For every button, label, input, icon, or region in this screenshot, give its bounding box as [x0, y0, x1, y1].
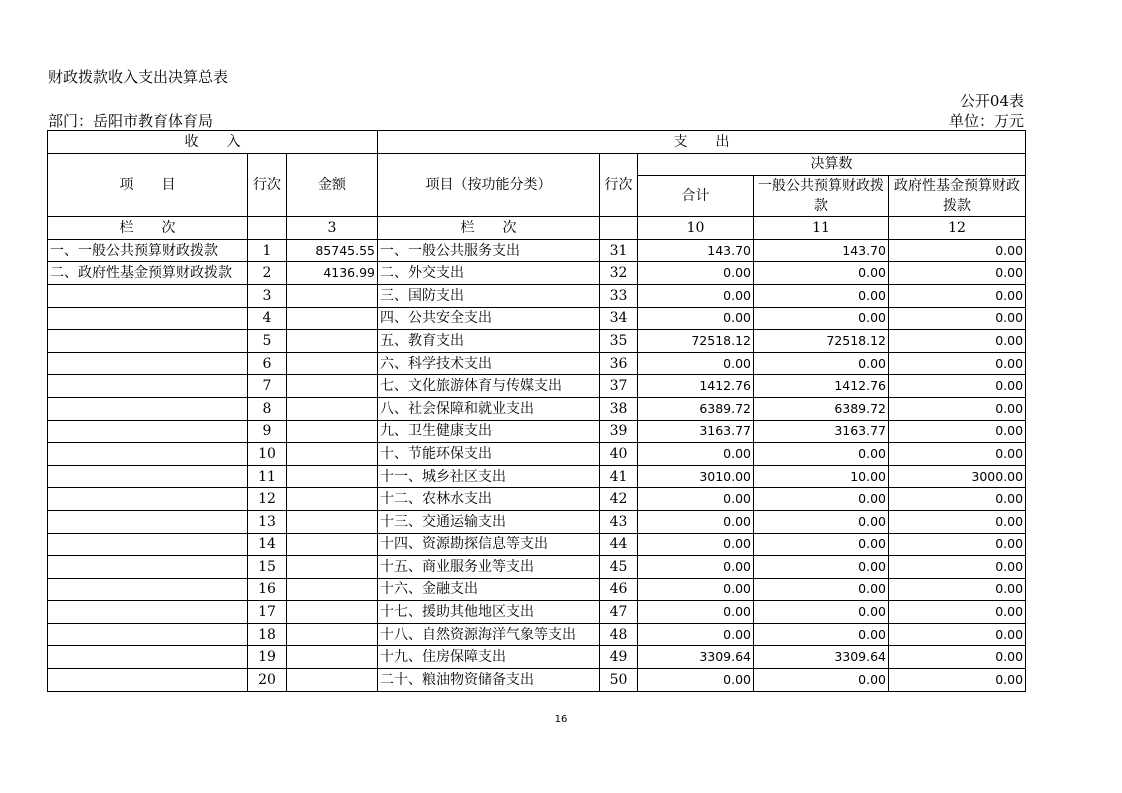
general-budget-cell: 0.00 [754, 443, 889, 466]
income-item-cell [48, 601, 248, 624]
amount-cell [287, 284, 378, 307]
line-no-cell: 12 [248, 488, 287, 511]
income-item-cell [48, 284, 248, 307]
income-header: 收 入 [48, 131, 378, 154]
gov-fund-cell: 0.00 [889, 262, 1026, 285]
general-budget-cell: 0.00 [754, 284, 889, 307]
col-index-10: 10 [638, 217, 754, 240]
gov-fund-cell: 0.00 [889, 352, 1026, 375]
col-index-expense: 栏 次 [378, 217, 600, 240]
general-budget-cell: 0.00 [754, 488, 889, 511]
gov-fund-cell: 0.00 [889, 284, 1026, 307]
line-no-cell: 7 [248, 375, 287, 398]
expense-item-cell: 十、节能环保支出 [378, 443, 600, 466]
amount-cell: 4136.99 [287, 262, 378, 285]
expense-line-no-cell: 45 [600, 556, 638, 579]
expense-line-no-cell: 39 [600, 420, 638, 443]
expense-item-cell: 三、国防支出 [378, 284, 600, 307]
total-cell: 72518.12 [638, 330, 754, 353]
expense-line-no-cell: 44 [600, 533, 638, 556]
amount-cell [287, 623, 378, 646]
gov-fund-cell: 0.00 [889, 669, 1026, 692]
expense-line-no-cell: 43 [600, 510, 638, 533]
amount-cell [287, 375, 378, 398]
line-no-cell: 16 [248, 578, 287, 601]
amount-cell [287, 443, 378, 466]
table-row [48, 578, 1026, 601]
gov-fund-cell: 0.00 [889, 646, 1026, 669]
total-header: 合计 [638, 176, 754, 217]
amount-cell [287, 488, 378, 511]
general-budget-cell: 3309.64 [754, 646, 889, 669]
line-no-cell: 8 [248, 397, 287, 420]
expense-line-no-cell: 37 [600, 375, 638, 398]
expense-item-cell: 十一、城乡社区支出 [378, 465, 600, 488]
table-row [48, 284, 1026, 307]
expense-item-cell: 十二、农林水支出 [378, 488, 600, 511]
expense-item-cell: 十七、援助其他地区支出 [378, 601, 600, 624]
budget-table [47, 130, 1026, 692]
line-no-cell: 20 [248, 669, 287, 692]
general-budget-cell: 72518.12 [754, 330, 889, 353]
expense-line-no-cell: 41 [600, 465, 638, 488]
general-budget-cell: 0.00 [754, 623, 889, 646]
table-row [48, 669, 1026, 692]
general-budget-cell: 3163.77 [754, 420, 889, 443]
gov-fund-cell: 0.00 [889, 578, 1026, 601]
total-cell: 0.00 [638, 578, 754, 601]
expense-line-no-cell: 38 [600, 397, 638, 420]
expense-line-no-cell: 50 [600, 669, 638, 692]
amount-cell [287, 397, 378, 420]
gov-fund-cell: 0.00 [889, 307, 1026, 330]
gov-fund-cell: 0.00 [889, 239, 1026, 262]
income-item-cell [48, 397, 248, 420]
line-no-cell: 13 [248, 510, 287, 533]
total-cell: 1412.76 [638, 375, 754, 398]
expense-item-cell: 九、卫生健康支出 [378, 420, 600, 443]
general-budget-cell: 0.00 [754, 556, 889, 579]
line-no-cell: 19 [248, 646, 287, 669]
col-index-blank [248, 217, 287, 240]
expense-item-cell: 十八、自然资源海洋气象等支出 [378, 623, 600, 646]
line-no-cell: 2 [248, 262, 287, 285]
expense-line-no-cell: 40 [600, 443, 638, 466]
table-row [48, 556, 1026, 579]
gov-fund-cell: 3000.00 [889, 465, 1026, 488]
line-no-cell: 5 [248, 330, 287, 353]
income-item-cell [48, 420, 248, 443]
general-budget-cell: 0.00 [754, 533, 889, 556]
table-row [48, 239, 1026, 262]
total-cell: 3163.77 [638, 420, 754, 443]
expense-item-cell: 一、一般公共服务支出 [378, 239, 600, 262]
expense-line-no-cell: 48 [600, 623, 638, 646]
income-item-cell [48, 510, 248, 533]
col-index-3: 3 [287, 217, 378, 240]
expense-item-cell: 十五、商业服务业等支出 [378, 556, 600, 579]
amount-cell [287, 307, 378, 330]
general-budget-cell: 0.00 [754, 352, 889, 375]
income-item-cell: 二、政府性基金预算财政拨款 [48, 262, 248, 285]
amount-cell [287, 646, 378, 669]
expense-item-cell: 十九、住房保障支出 [378, 646, 600, 669]
general-budget-cell: 0.00 [754, 669, 889, 692]
column-index-row [48, 217, 1026, 240]
expense-line-no-cell: 34 [600, 307, 638, 330]
gov-fund-cell: 0.00 [889, 510, 1026, 533]
page-number: 16 [554, 714, 568, 725]
total-cell: 0.00 [638, 284, 754, 307]
gov-fund-cell: 0.00 [889, 420, 1026, 443]
income-item-cell [48, 533, 248, 556]
expense-item-cell: 七、文化旅游体育与传媒支出 [378, 375, 600, 398]
line-no-cell: 3 [248, 284, 287, 307]
total-cell: 0.00 [638, 533, 754, 556]
gov-fund-header: 政府性基金预算财政拨款 [889, 176, 1026, 217]
table-row [48, 352, 1026, 375]
amount-cell [287, 601, 378, 624]
unit-label: 单位：万元 [948, 112, 1024, 130]
table-code: 公开04表 [959, 92, 1024, 110]
func-item-header: 项目（按功能分类） [378, 153, 600, 217]
expense-item-cell: 四、公共安全支出 [378, 307, 600, 330]
expense-line-no-cell: 47 [600, 601, 638, 624]
gov-fund-cell: 0.00 [889, 330, 1026, 353]
total-cell: 3309.64 [638, 646, 754, 669]
general-budget-cell: 6389.72 [754, 397, 889, 420]
general-budget-cell: 0.00 [754, 510, 889, 533]
expense-line-no-cell: 36 [600, 352, 638, 375]
income-item-cell [48, 669, 248, 692]
total-cell: 0.00 [638, 601, 754, 624]
gov-fund-cell: 0.00 [889, 556, 1026, 579]
income-item-cell [48, 465, 248, 488]
col-index-11: 11 [754, 217, 889, 240]
income-item-cell [48, 556, 248, 579]
income-item-cell [48, 330, 248, 353]
line-no-cell: 1 [248, 239, 287, 262]
amount-cell [287, 465, 378, 488]
expense-line-no-cell: 35 [600, 330, 638, 353]
table-row [48, 375, 1026, 398]
table-row [48, 623, 1026, 646]
final-account-header: 决算数 [638, 153, 1026, 176]
total-cell: 143.70 [638, 239, 754, 262]
line-no-header: 行次 [248, 153, 287, 217]
col-index-income: 栏 次 [48, 217, 248, 240]
amount-cell [287, 352, 378, 375]
amount-cell [287, 533, 378, 556]
amount-cell [287, 669, 378, 692]
expense-line-no-cell: 33 [600, 284, 638, 307]
income-item-cell [48, 443, 248, 466]
expense-line-no-cell: 32 [600, 262, 638, 285]
general-budget-cell: 143.70 [754, 239, 889, 262]
header-row-1 [48, 131, 1026, 154]
total-cell: 0.00 [638, 488, 754, 511]
expense-item-cell: 十六、金融支出 [378, 578, 600, 601]
table-row [48, 646, 1026, 669]
income-item-cell [48, 375, 248, 398]
general-budget-cell: 10.00 [754, 465, 889, 488]
gov-fund-cell: 0.00 [889, 488, 1026, 511]
expense-item-cell: 十四、资源勘探信息等支出 [378, 533, 600, 556]
table-row [48, 307, 1026, 330]
income-item-cell [48, 646, 248, 669]
table-row [48, 443, 1026, 466]
line-no-cell: 17 [248, 601, 287, 624]
gov-fund-cell: 0.00 [889, 623, 1026, 646]
general-budget-cell: 0.00 [754, 307, 889, 330]
amount-cell [287, 330, 378, 353]
gov-fund-cell: 0.00 [889, 533, 1026, 556]
total-cell: 0.00 [638, 352, 754, 375]
total-cell: 0.00 [638, 307, 754, 330]
amount-cell [287, 420, 378, 443]
gov-fund-cell: 0.00 [889, 375, 1026, 398]
line-no-cell: 6 [248, 352, 287, 375]
total-cell: 0.00 [638, 510, 754, 533]
total-cell: 0.00 [638, 556, 754, 579]
header-row-2 [48, 153, 1026, 176]
amount-cell [287, 556, 378, 579]
expense-item-cell: 二、外交支出 [378, 262, 600, 285]
expense-item-cell: 十三、交通运输支出 [378, 510, 600, 533]
table-row [48, 601, 1026, 624]
total-cell: 0.00 [638, 623, 754, 646]
report-title: 财政拨款收入支出决算总表 [48, 68, 229, 86]
general-budget-cell: 0.00 [754, 601, 889, 624]
general-budget-cell: 0.00 [754, 262, 889, 285]
amount-header: 金额 [287, 153, 378, 217]
expense-line-no-cell: 49 [600, 646, 638, 669]
line-no-cell: 14 [248, 533, 287, 556]
line-no-cell: 18 [248, 623, 287, 646]
col-index-blank [600, 217, 638, 240]
income-item-cell [48, 623, 248, 646]
table-row [48, 330, 1026, 353]
line-no-cell: 11 [248, 465, 287, 488]
expense-header: 支 出 [378, 131, 1026, 154]
income-item-cell [48, 578, 248, 601]
table-row [48, 465, 1026, 488]
line-no-cell: 4 [248, 307, 287, 330]
income-item-cell [48, 352, 248, 375]
expense-item-cell: 二十、粮油物资储备支出 [378, 669, 600, 692]
table-row [48, 262, 1026, 285]
income-item-cell [48, 307, 248, 330]
total-cell: 0.00 [638, 262, 754, 285]
col-index-12: 12 [889, 217, 1026, 240]
total-cell: 6389.72 [638, 397, 754, 420]
amount-cell [287, 510, 378, 533]
gov-fund-cell: 0.00 [889, 397, 1026, 420]
expense-line-no-cell: 46 [600, 578, 638, 601]
expense-item-cell: 八、社会保障和就业支出 [378, 397, 600, 420]
table-row [48, 510, 1026, 533]
income-item-cell [48, 488, 248, 511]
exp-line-no-header: 行次 [600, 153, 638, 217]
amount-cell: 85745.55 [287, 239, 378, 262]
table-row [48, 488, 1026, 511]
expense-line-no-cell: 42 [600, 488, 638, 511]
table-body [48, 131, 1026, 692]
line-no-cell: 15 [248, 556, 287, 579]
total-cell: 0.00 [638, 669, 754, 692]
expense-item-cell: 六、科学技术支出 [378, 352, 600, 375]
general-budget-header: 一般公共预算财政拨款 [754, 176, 889, 217]
gov-fund-cell: 0.00 [889, 443, 1026, 466]
department-label: 部门：岳阳市教育体育局 [48, 112, 214, 130]
table-row [48, 420, 1026, 443]
amount-cell [287, 578, 378, 601]
table-row [48, 397, 1026, 420]
income-item-cell: 一、一般公共预算财政拨款 [48, 239, 248, 262]
expense-line-no-cell: 31 [600, 239, 638, 262]
total-cell: 3010.00 [638, 465, 754, 488]
line-no-cell: 9 [248, 420, 287, 443]
line-no-cell: 10 [248, 443, 287, 466]
general-budget-cell: 1412.76 [754, 375, 889, 398]
general-budget-cell: 0.00 [754, 578, 889, 601]
item-header: 项 目 [48, 153, 248, 217]
table-row [48, 533, 1026, 556]
total-cell: 0.00 [638, 443, 754, 466]
gov-fund-cell: 0.00 [889, 601, 1026, 624]
expense-item-cell: 五、教育支出 [378, 330, 600, 353]
